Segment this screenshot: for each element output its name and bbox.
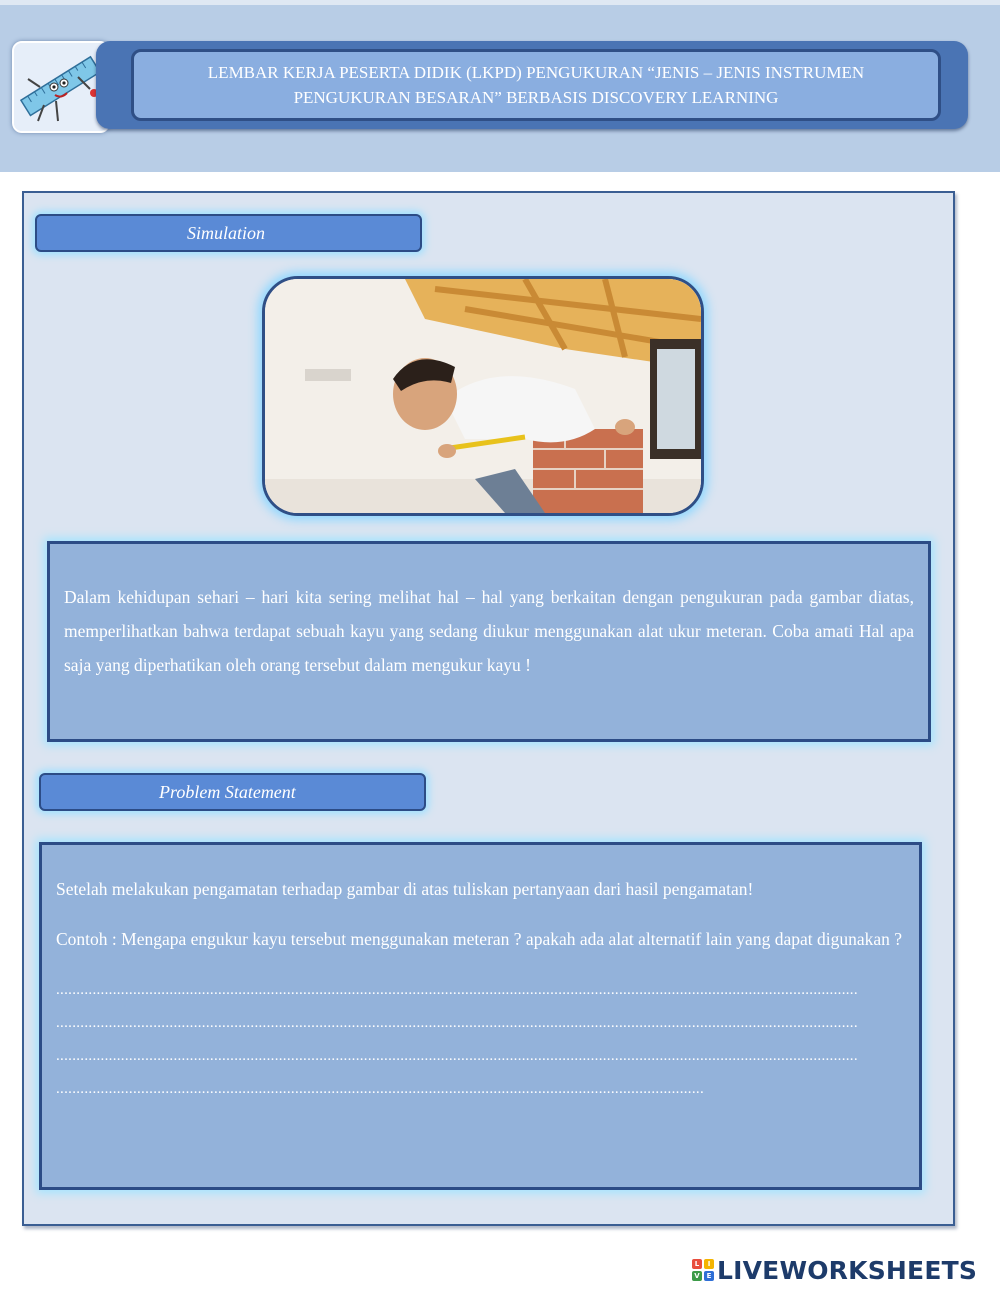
logo-cell-l: L (692, 1259, 702, 1269)
liveworksheets-brand: LIVEWORKSHEETS (717, 1255, 978, 1285)
problem-statement-label (39, 773, 426, 811)
answer-line-1[interactable]: ...................................................................................................................................................................................................... (56, 982, 858, 998)
liveworksheets-grid-icon (692, 1259, 714, 1281)
example-text: Contoh : Mengapa engukur kayu tersebut menggunakan meteran ? apakah ada alat alternatif lain yang dapat digunakan ? (56, 929, 902, 949)
title-line-1: LEMBAR KERJA PESERTA DIDIK (LKPD) PENGUKURAN “JENIS – JENIS INSTRUMEN (207, 63, 865, 82)
answer-line-2[interactable]: ...................................................................................................................................................................................................... (56, 1015, 858, 1031)
simulation-label (35, 214, 422, 252)
logo-cell-v: V (692, 1271, 702, 1281)
answer-line-3[interactable]: ...................................................................................................................................................................................................... (56, 1048, 858, 1064)
page-title (131, 49, 941, 121)
man-measuring-wood-photo (262, 276, 704, 516)
simulation-paragraph: Dalam kehidupan sehari – hari kita sering melihat hal – hal yang berkaitan dengan pengukuran pada gambar diatas, memperlihatkan bahwa terdapat sebuah kayu yang sedang diukur menggunakan alat ukur meteran. Coba amati Hal apa saja yang diperhatikan oleh orang tersebut dalam mengukur kayu ! (64, 587, 914, 675)
logo-cell-e: E (704, 1271, 714, 1281)
logo-cell-i: I (704, 1259, 714, 1269)
instruction-text: Setelah melakukan pengamatan terhadap gambar di atas tuliskan pertanyaan dari hasil pengamatan! (56, 879, 754, 899)
answer-line-4[interactable]: ................................................................................................................................................................ (56, 1081, 704, 1097)
simulation-label-text: Simulation (187, 222, 266, 243)
problem-statement-box (39, 842, 922, 1190)
title-line-2: PENGUKURAN BESARAN” BERBASIS DISCOVERY LEARNING (293, 88, 779, 107)
simulation-text-box (47, 541, 931, 742)
liveworksheets-logo (692, 1253, 992, 1287)
problem-statement-label-text: Problem Statement (159, 781, 296, 802)
